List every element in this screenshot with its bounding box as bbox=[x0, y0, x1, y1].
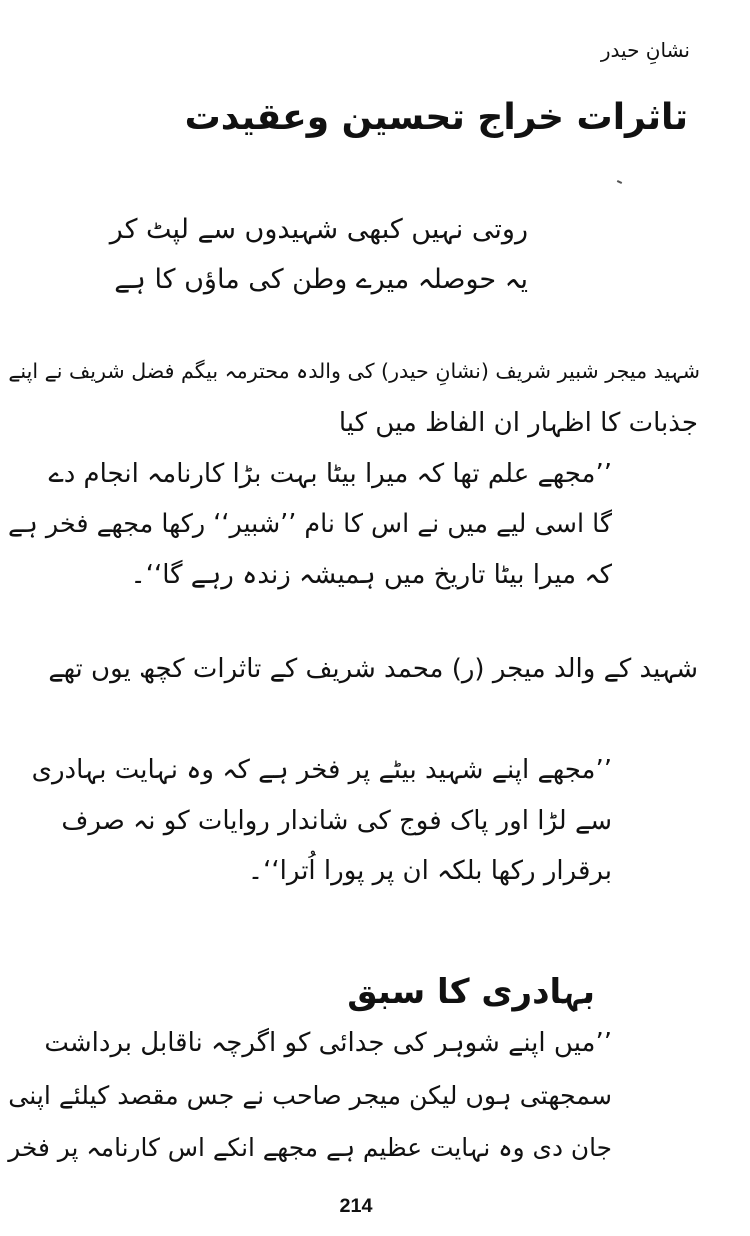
running-header: نشانِ حیدر bbox=[600, 38, 690, 62]
quote-line: ’’مجھے علم تھا کہ میرا بیٹا بہت بڑا کارنامہ انجام دے bbox=[48, 459, 612, 489]
poem-line: یہ حوصلہ میرے وطن کی ماؤں کا ہے bbox=[114, 264, 528, 295]
intro-line: جذبات کا اظہار ان الفاظ میں کیا bbox=[338, 408, 698, 438]
quote-line: برقرار رکھا بلکہ ان پر پورا اُترا‘‘۔ bbox=[247, 856, 612, 886]
quote-line: سمجھتی ہوں لیکن میجر صاحب نے جس مقصد کیلئے اپنی bbox=[8, 1081, 612, 1110]
father-intro: شہید کے والد میجر (ر) محمد شریف کے تاثرات کچھ یوں تھے bbox=[48, 654, 698, 684]
page-number: 214 bbox=[339, 1195, 373, 1217]
section-heading: بہادری کا سبق bbox=[347, 972, 595, 1012]
page-title: تاثرات خراج تحسین وعقیدت bbox=[184, 97, 688, 138]
quote-line: ’’مجھے اپنے شہید بیٹے پر فخر ہے کہ وہ نہایت بہادری bbox=[31, 755, 612, 785]
quote-line: کہ میرا بیٹا تاریخ میں ہمیشہ زندہ رہے گا‘‘۔ bbox=[130, 560, 612, 590]
quote-line: جان دی وہ نہایت عظیم ہے مجھے انکے اس کارنامہ پر فخر bbox=[8, 1133, 612, 1162]
quote-line: سے لڑا اور پاک فوج کی شاندار روایات کو نہ صرف bbox=[61, 806, 612, 836]
poem-line: روتی نہیں کبھی شہیدوں سے لپٹ کر bbox=[109, 214, 528, 245]
scan-speck bbox=[617, 180, 622, 184]
quote-line: ’’میں اپنے شوہر کی جدائی کو اگرچہ ناقابل برداشت bbox=[44, 1028, 612, 1058]
quote-line: گا اسی لیے میں نے اس کا نام ’’شبیر‘‘ رکھا مجھے فخر ہے bbox=[7, 508, 612, 538]
intro-line: شہید میجر شبیر شریف (نشانِ حیدر) کی والدہ محترمہ بیگم فضل شریف نے اپنے bbox=[8, 359, 700, 383]
